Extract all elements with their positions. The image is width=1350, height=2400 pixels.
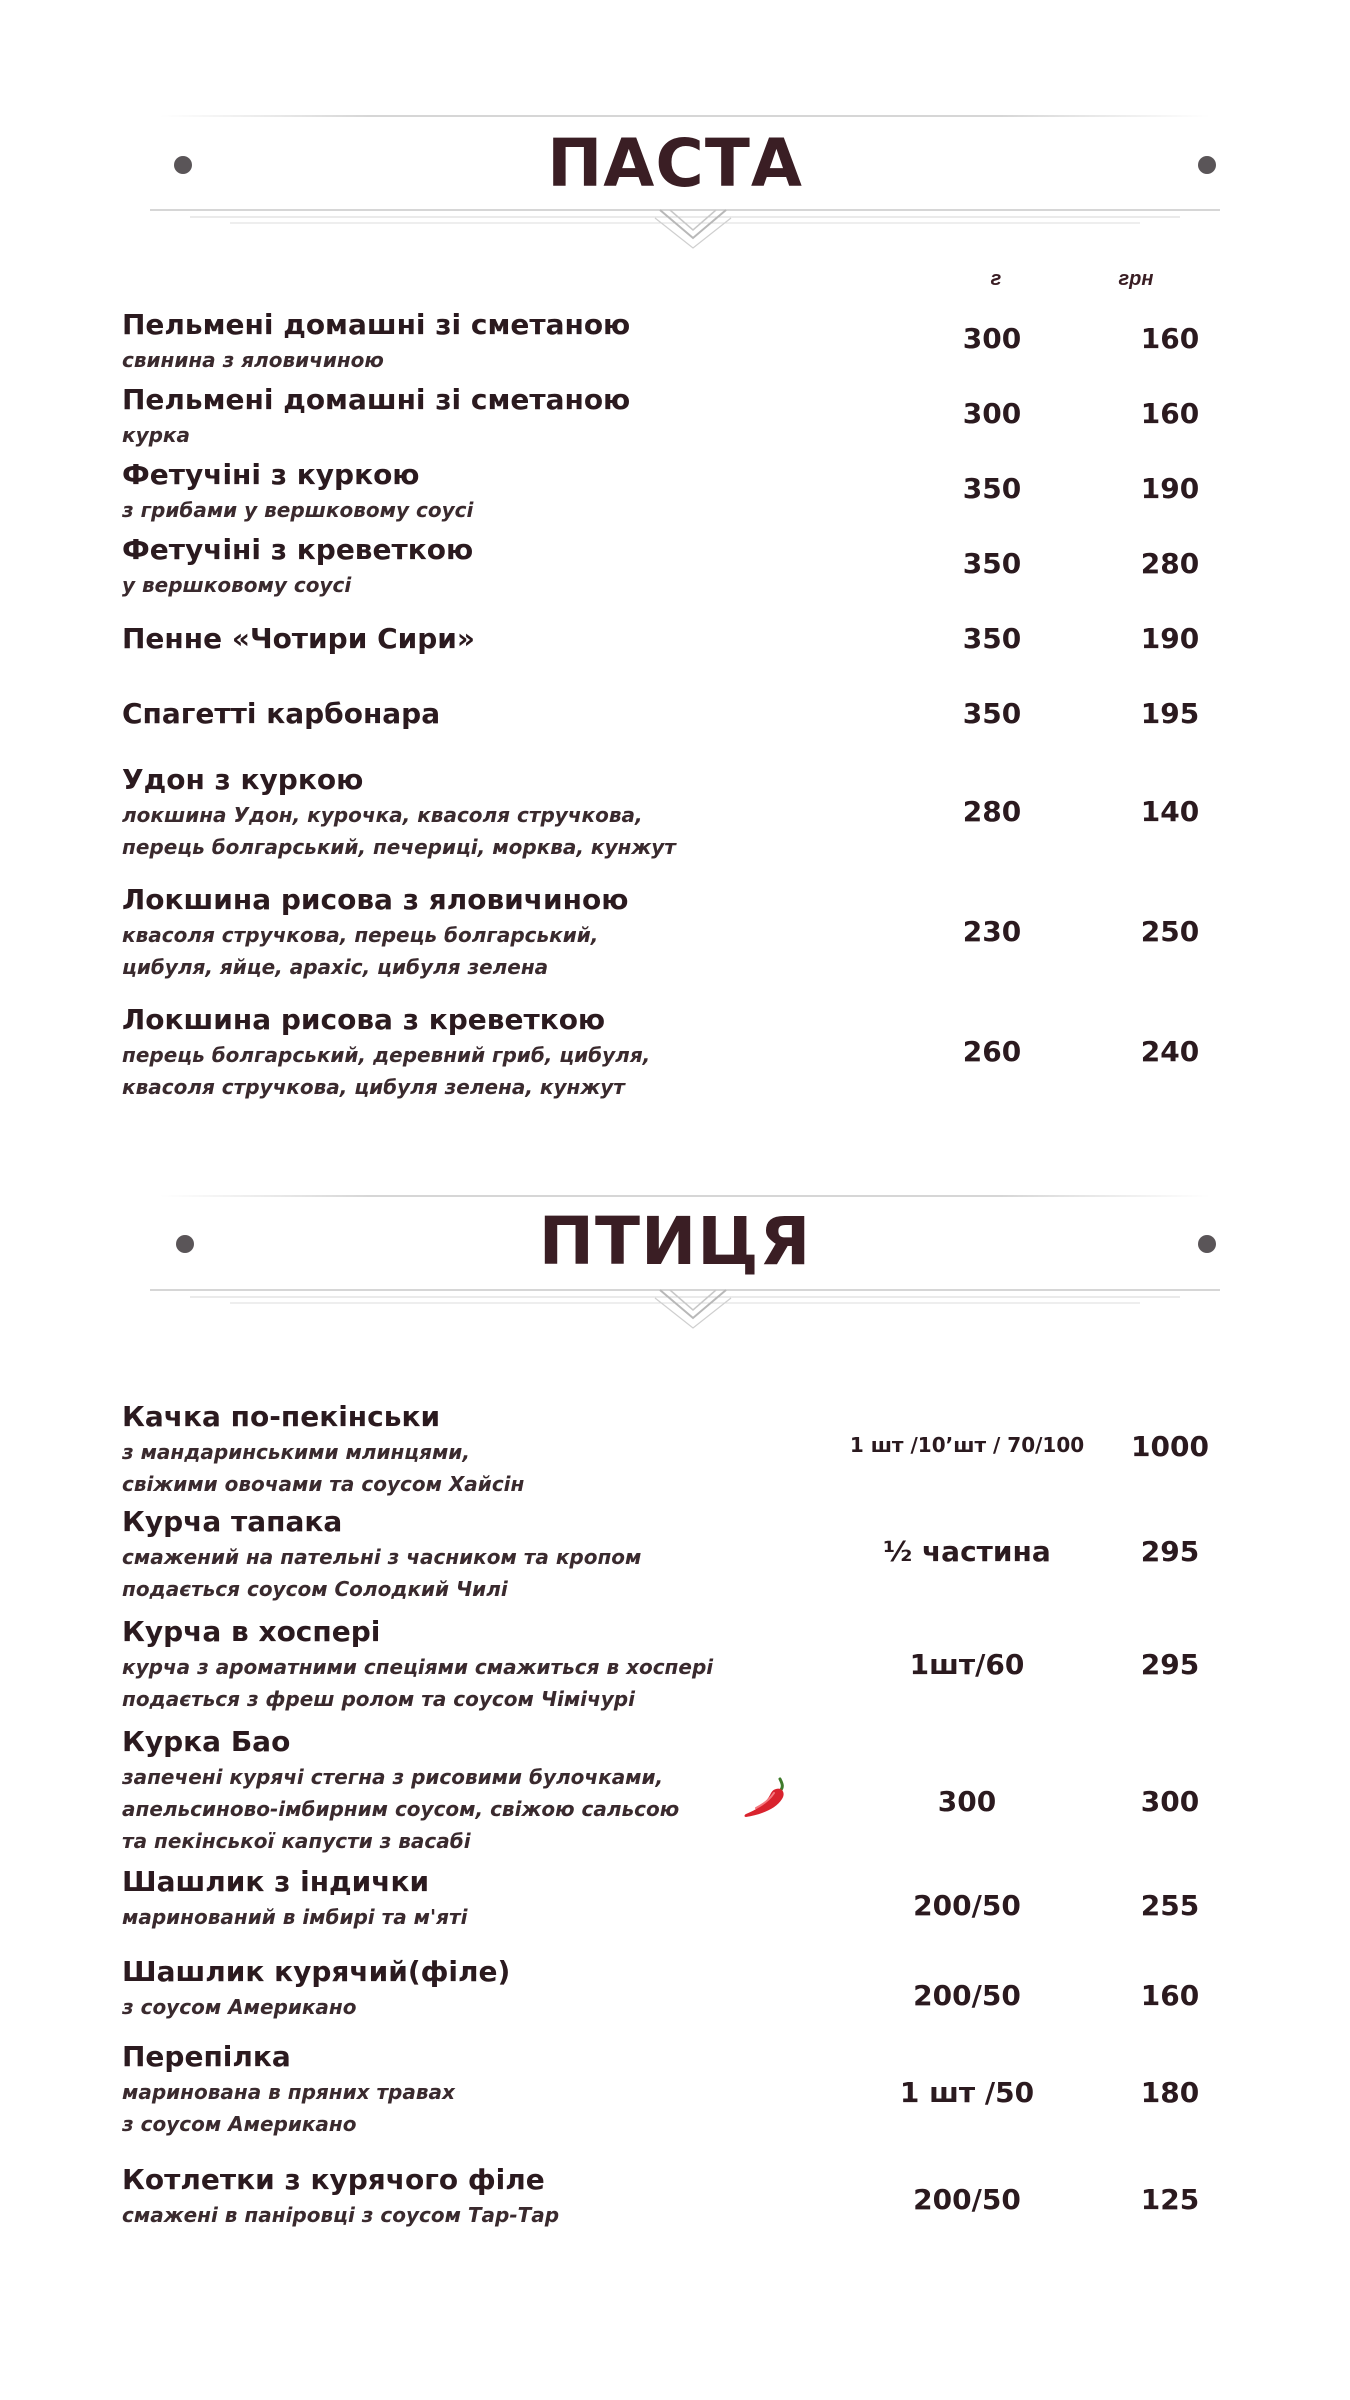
item-price: 250 [1140, 915, 1200, 948]
item-price: 255 [1140, 1889, 1200, 1922]
item-name: Пельмені домашні зі сметаною [122, 308, 631, 341]
item-weight: 280 [962, 795, 1022, 828]
chili-pepper-icon [740, 1771, 792, 1823]
item-name: Пельмені домашні зі сметаною [122, 383, 631, 416]
item-name: Перепілка [122, 2040, 291, 2073]
item-weight: 350 [962, 472, 1022, 505]
item-weight: 350 [962, 622, 1022, 655]
item-name: Котлетки з курячого філе [122, 2163, 545, 2196]
item-name: Локшина рисова з креветкою [122, 1003, 606, 1036]
item-weight: 260 [962, 1035, 1022, 1068]
item-description: з соусом Американо [122, 1995, 357, 2019]
item-weight: ½ частина [883, 1535, 1051, 1568]
item-description: з мандаринськими млинцями, свіжими овочами та соусом Хайсін [122, 1440, 525, 1496]
header-top-line [160, 115, 1210, 117]
item-name: Шашлик курячий(філе) [122, 1955, 511, 1988]
item-price: 160 [1140, 1979, 1200, 2012]
item-price: 195 [1140, 697, 1200, 730]
header-ornament [0, 1280, 1350, 1340]
item-name: Удон з куркою [122, 763, 364, 796]
pasta-title: ПАСТА [547, 125, 803, 202]
header-top-line [160, 1195, 1210, 1197]
item-name: Курча тапака [122, 1505, 343, 1538]
item-description: курча з ароматними спеціями смажиться в хоспері подається з фреш ролом та соусом Чімічурі [122, 1655, 714, 1711]
item-price: 240 [1140, 1035, 1200, 1068]
item-description: запечені курячі стегна з рисовими булочками, апельсиново-імбирним соусом, свіжою сальсою та пекінської капусти з васабі [122, 1765, 680, 1853]
item-price: 295 [1140, 1535, 1200, 1568]
item-description: курка [122, 423, 190, 447]
item-name: Качка по-пекінськи [122, 1400, 441, 1433]
item-description: з грибами у вершковому соусі [122, 498, 474, 522]
item-weight: 1 шт /50 [899, 2076, 1035, 2109]
item-weight: 300 [937, 1785, 997, 1818]
item-description: смажений на пательні з часником та кропом подається соусом Солодкий Чилі [122, 1545, 642, 1601]
weight-column-header: г [990, 268, 1002, 290]
item-price: 160 [1140, 322, 1200, 355]
item-price: 190 [1140, 622, 1200, 655]
item-weight: 1 шт /10’шт / 70/100 [849, 1433, 1085, 1457]
item-description: маринована в пряних травах з соусом Американо [122, 2080, 455, 2136]
price-column-header: грн [1118, 268, 1154, 290]
item-description: локшина Удон, курочка, квасоля стручкова, перець болгарський, печериці, морква, кунжут [122, 803, 676, 859]
item-price: 295 [1140, 1648, 1200, 1681]
item-weight: 300 [962, 397, 1022, 430]
item-price: 300 [1140, 1785, 1200, 1818]
item-name: Локшина рисова з яловичиною [122, 883, 629, 916]
item-weight: 200/50 [913, 2183, 1021, 2216]
item-weight: 200/50 [913, 1889, 1021, 1922]
item-description: перець болгарський, деревний гриб, цибуля, квасоля стручкова, цибуля зелена, кунжут [122, 1043, 651, 1099]
header-ornament [0, 200, 1350, 260]
item-price: 125 [1140, 2183, 1200, 2216]
item-weight: 350 [962, 547, 1022, 580]
item-name: Пенне «Чотири Сири» [122, 622, 475, 655]
item-name: Шашлик з індички [122, 1865, 430, 1898]
item-weight: 300 [962, 322, 1022, 355]
item-price: 280 [1140, 547, 1200, 580]
item-weight: 1шт/60 [909, 1648, 1025, 1681]
item-weight: 200/50 [913, 1979, 1021, 2012]
item-name: Фетучіні з креветкою [122, 533, 474, 566]
item-description: маринований в імбирі та м'яті [122, 1905, 468, 1929]
item-name: Спагетті карбонара [122, 697, 441, 730]
item-description: смажені в паніровці з соусом Тар-Тар [122, 2203, 560, 2227]
item-price: 1000 [1131, 1430, 1209, 1463]
item-weight: 350 [962, 697, 1022, 730]
item-name: Фетучіні з куркою [122, 458, 420, 491]
item-price: 160 [1140, 397, 1200, 430]
item-price: 140 [1140, 795, 1200, 828]
item-description: свинина з яловичиною [122, 348, 384, 372]
item-description: у вершковому соусі [122, 573, 352, 597]
item-weight: 230 [962, 915, 1022, 948]
poultry-title: ПТИЦЯ [538, 1203, 812, 1280]
item-description: квасоля стручкова, перець болгарський, цибуля, яйце, арахіс, цибуля зелена [122, 923, 599, 979]
item-name: Курка Бао [122, 1725, 291, 1758]
item-price: 190 [1140, 472, 1200, 505]
item-price: 180 [1140, 2076, 1200, 2109]
item-name: Курча в хоспері [122, 1615, 381, 1648]
